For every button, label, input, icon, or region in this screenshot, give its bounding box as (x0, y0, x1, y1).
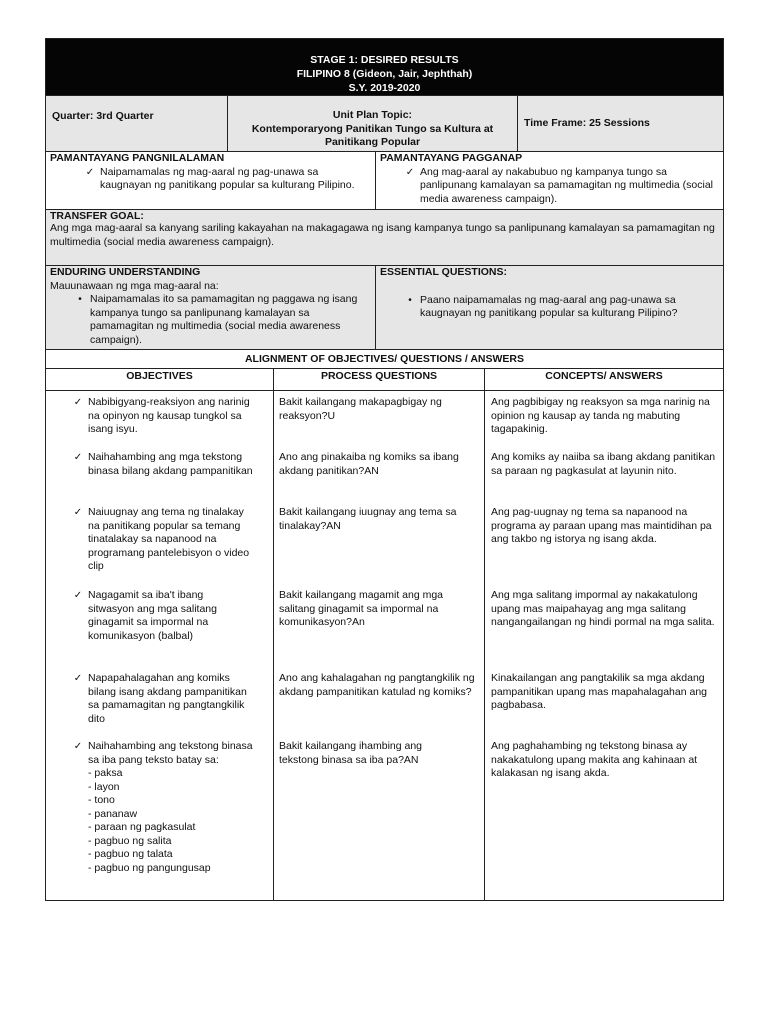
concepts-answers-header: CONCEPTS/ ANSWERS (545, 370, 663, 382)
process-questions-column (274, 391, 485, 900)
bullet-icon: • (78, 294, 82, 305)
essential-question-item (380, 294, 723, 321)
alignment-title: ALIGNMENT OF OBJECTIVES/ QUESTIONS / ANSWERS (244, 353, 525, 365)
topic-line-1: Kontemporaryong Panitikan Tungo sa Kultura at (251, 122, 494, 135)
process-question: Ano ang pinakaiba ng komiks sa ibang akdang panitikan?AN (279, 451, 459, 477)
enduring-intro: Mauunawaan ng mga mag-aaral na: (50, 279, 219, 292)
alignment-title-row (45, 350, 724, 369)
enduring-item (50, 293, 375, 347)
table-row (46, 589, 273, 672)
objective-text: Naihahambing ang mga tekstong binasa bilang akdang pampanitikan (88, 451, 253, 477)
sublist-item: - paraan ng pagkasulat (88, 821, 196, 833)
performance-standard-text: Ang mag-aaral ay nakabubuo ng kampanya tungo sa panlipunang kamalayan sa pamamagitan ng multimedia (social media awareness campaign). (420, 165, 714, 205)
table-row (46, 672, 273, 740)
sublist-item: - pananaw (88, 807, 138, 820)
sublist-item: - layon (88, 780, 120, 793)
header-school-year: S.Y. 2019-2020 (348, 82, 421, 94)
enduring-text: Naipamamalas ito sa pamamagitan ng paggawa ng isang kampanya tungo sa panlipunang kamalayan sa pamamagitan ng multimedia (social media awareness campaign). (90, 293, 358, 346)
table-row (46, 451, 273, 506)
header-subject: FILIPINO 8 (Gideon, Jair, Jephthah) (296, 68, 473, 80)
table-row (46, 740, 273, 875)
concept-answer: Ang mga salitang impormal ay nakakatulong upang mas maipahayag ang mga salitang nangangailangan ng hindi pormal na mga salita. (491, 589, 715, 628)
objectives-header: OBJECTIVES (46, 369, 274, 390)
concept-answer: Ang komiks ay naiiba sa ibang akdang panitikan sa paraan ng pagkasulat at layunin nito. (491, 451, 716, 477)
unit-plan-topic (228, 96, 518, 151)
transfer-goal-title: TRANSFER GOAL: (50, 210, 144, 222)
objectives-column (46, 391, 274, 900)
check-icon: ✓ (73, 673, 83, 684)
sublist-item: - pagbuo ng salita (88, 834, 172, 847)
transfer-goal-text: Ang mga mag-aaral sa kanyang sariling kakayahan na makagagawa ng isang kampanya tungo sa panlipunang kamalayan sa pamamagitan ng multimedia (social media awareness campaign). (50, 222, 715, 248)
table-row (46, 396, 273, 451)
concept-answer: Ang pagbibigay ng reaksyon sa mga narinig na opinion ng kausap ay tanda ng mabuting tagapakinig. (491, 396, 710, 435)
concept-answer: Ang pag-uugnay ng tema sa napanood na programa ay paraan upang mas maintidihan pa ang takbo ng istorya ng isang akda. (491, 506, 712, 545)
check-icon: ✓ (405, 166, 415, 178)
process-questions-header: PROCESS QUESTIONS (274, 369, 485, 390)
performance-standard-title: PAMANTAYANG PAGGANAP (380, 152, 523, 164)
process-question: Bakit kailangang magamit ang mga salitang ginagamit sa impormal na komunikasyon?An (279, 589, 444, 628)
standards-row (45, 152, 724, 210)
objective-text: Naihahambing ang tekstong binasa sa iba pang teksto batay sa: (88, 740, 253, 766)
bullet-icon: • (408, 294, 412, 306)
objective-text: Naiuugnay ang tema ng tinalakay na panitikang popular sa temang tinatalakay sa napanood na programang pantelebisyon o video clip (88, 506, 250, 572)
concept-answer: Ang paghahambing ng tekstong binasa ay nakakatulong upang makita ang kahinaan at kalakasan ng isang akda. (491, 740, 698, 779)
concept-answer: Kinakailangan ang pangtakilik sa mga akdang pampanitikan upang mas mapahalagahan ang pagbabasa. (491, 672, 707, 711)
info-row (45, 96, 724, 152)
time-frame: Time Frame: 25 Sessions (524, 117, 650, 129)
content-standard (46, 152, 376, 209)
quarter-label: Quarter: 3rd Quarter (46, 96, 228, 151)
process-question: Bakit kailangang iuugnay ang tema sa tinalakay?AN (279, 506, 457, 532)
process-question: Ano ang kahalagahan ng pangtangkilik ng akdang pampanitikan katulad ng komiks? (279, 672, 475, 698)
content-standard-text: Naipamamalas ng mag-aaral ng pag-unawa sa kaugnayan ng panitikang popular sa kulturang Pilipino. (100, 165, 355, 191)
table-row (46, 506, 273, 589)
unit-plan-document (45, 38, 724, 901)
enduring-title: ENDURING UNDERSTANDING (50, 266, 201, 278)
sublist-item: - pagbuo ng pangungusap (88, 861, 211, 874)
essential-questions (376, 266, 723, 349)
enduring-row (45, 266, 724, 350)
concepts-answers-column (485, 391, 723, 900)
objective-text: Nabibigyang-reaksiyon ang narinig na opinyon ng kausap tungkol sa isang isyu. (88, 396, 250, 435)
sublist-item: - paksa (88, 767, 123, 779)
check-icon: ✓ (85, 166, 95, 178)
topic-line-2: Panitikang Popular (324, 136, 421, 148)
process-question: Bakit kailangang ihambing ang tekstong binasa sa iba pa?AN (279, 740, 423, 766)
enduring-understanding (46, 266, 376, 349)
sublist-item: - tono (88, 794, 115, 806)
process-question: Bakit kailangang makapagbigay ng reaksyon?U (279, 396, 442, 422)
alignment-header-row (45, 369, 724, 391)
essential-questions-title: ESSENTIAL QUESTIONS: (380, 266, 507, 278)
check-icon: ✓ (73, 590, 83, 601)
topic-label: Unit Plan Topic: (332, 109, 413, 121)
check-icon: ✓ (73, 741, 83, 752)
transfer-goal-row (45, 210, 724, 266)
alignment-body (45, 391, 724, 901)
content-standard-item (50, 166, 375, 193)
check-icon: ✓ (73, 507, 83, 518)
performance-standard-item (380, 166, 723, 207)
check-icon: ✓ (73, 452, 83, 463)
check-icon: ✓ (73, 397, 83, 408)
objective-text: Nagagamit sa iba't ibang sitwasyon ang mga salitang ginagamit sa impormal na komunikasyon (balbal) (88, 589, 217, 642)
document-header (45, 38, 724, 96)
essential-question-text: Paano naipamamalas ng mag-aaral ang pag-unawa sa kaugnayan ng panitikang popular sa kulturang Pilipino? (420, 293, 678, 319)
header-stage: STAGE 1: DESIRED RESULTS (310, 54, 459, 66)
sublist-item: - pagbuo ng talata (88, 848, 173, 860)
objective-text: Napapahalagahan ang komiks bilang isang akdang pampanitikan sa pamamagitan ng pangtangkilik dito (88, 672, 247, 725)
content-standard-title: PAMANTAYANG PANGNILALAMAN (50, 152, 225, 164)
performance-standard (376, 152, 723, 209)
